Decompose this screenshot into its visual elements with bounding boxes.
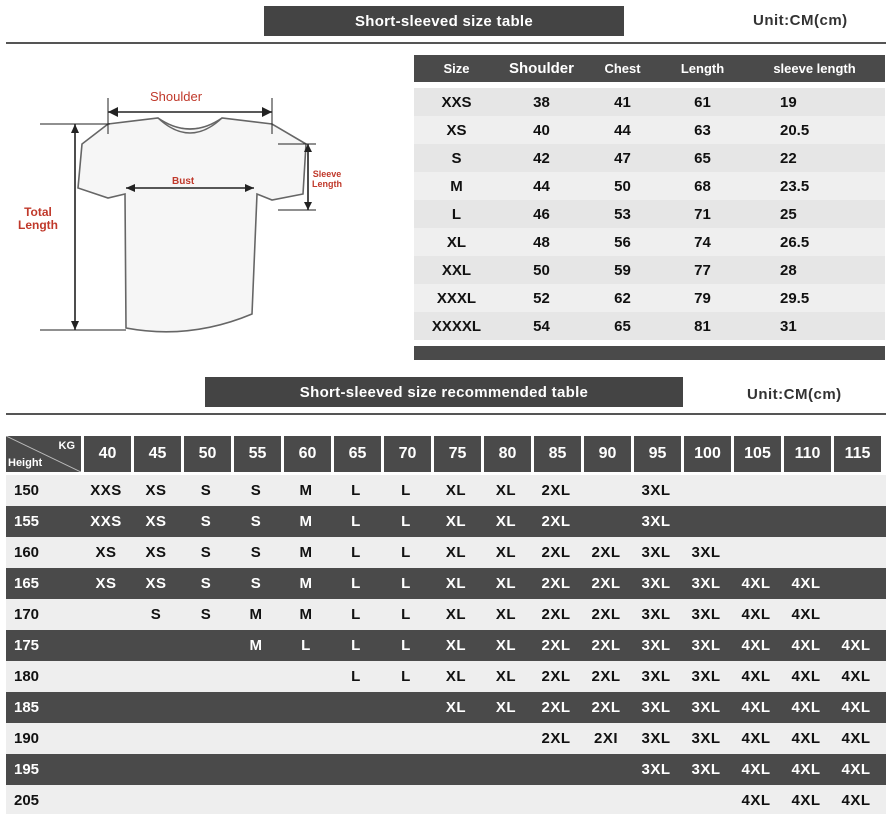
size-table-unit: Unit:CM(cm) <box>753 12 848 29</box>
bottom-divider <box>6 413 886 415</box>
recommended-size-cell: M <box>249 637 263 654</box>
height-cell: 160 <box>14 544 40 561</box>
recommended-size-cell: S <box>250 513 262 530</box>
recommended-size-cell: 3XL <box>641 637 671 654</box>
recommended-size-cell: L <box>401 482 411 499</box>
weight-header-cell: 95 <box>634 436 681 472</box>
cell-sleeve-length: 19 <box>780 93 797 111</box>
recommended-size-cell: 2XL <box>541 575 571 592</box>
cell-size: XXS <box>441 93 472 111</box>
recommended-size-cell: 3XL <box>691 668 721 685</box>
recommended-size-cell: 3XL <box>691 699 721 716</box>
recommended-size-cell: 2XL <box>591 668 621 685</box>
recommended-size-cell: 4XL <box>841 637 871 654</box>
recommended-size-cell: XS <box>145 575 167 592</box>
total-length-label: Total Length <box>18 205 58 233</box>
cell-sleeve-length: 26.5 <box>780 233 810 251</box>
recommended-size-cell: 4XL <box>841 761 871 778</box>
height-cell: 180 <box>14 668 40 685</box>
size-table-row <box>414 144 885 172</box>
recommended-size-cell: L <box>351 544 361 561</box>
sleeve-length-label: Sleeve Length <box>312 169 342 189</box>
corner-kg-label: KG <box>58 440 75 452</box>
recommended-size-cell: 3XL <box>641 668 671 685</box>
weight-header-cell: 45 <box>134 436 181 472</box>
recommended-size-cell: S <box>250 482 262 499</box>
cell-sleeve-length: 29.5 <box>780 289 810 307</box>
recommended-size-cell: M <box>299 606 313 623</box>
cell-shoulder: 40 <box>533 121 550 139</box>
recommended-size-cell: 4XL <box>741 637 771 654</box>
weight-header-cell: 100 <box>684 436 731 472</box>
recommended-size-cell: 4XL <box>841 699 871 716</box>
recommended-size-cell: 2XL <box>541 544 571 561</box>
height-cell: 170 <box>14 606 40 623</box>
recommended-size-cell: L <box>351 668 361 685</box>
cell-shoulder: 46 <box>533 205 550 223</box>
recommended-size-cell: 4XL <box>791 606 821 623</box>
cell-chest: 65 <box>614 317 631 335</box>
height-cell: 205 <box>14 792 40 809</box>
header-shoulder: Shoulder <box>508 60 574 77</box>
cell-sleeve-length: 25 <box>780 205 797 223</box>
cell-sleeve-length: 22 <box>780 149 797 167</box>
size-table-row <box>414 312 885 340</box>
recommended-size-cell: 3XL <box>691 730 721 747</box>
recommended-size-cell: 3XL <box>641 513 671 530</box>
size-table-header <box>414 55 885 82</box>
recommended-size-cell: 4XL <box>741 699 771 716</box>
cell-shoulder: 54 <box>533 317 550 335</box>
cell-size: XXL <box>441 261 472 279</box>
recommended-size-cell: S <box>250 575 262 592</box>
tshirt-diagram <box>0 78 400 358</box>
recommended-size-cell: XL <box>445 668 467 685</box>
size-table-row <box>414 88 885 116</box>
recommended-size-cell: 4XL <box>791 637 821 654</box>
cell-sleeve-length: 31 <box>780 317 797 335</box>
cell-length: 77 <box>694 261 711 279</box>
height-cell: 190 <box>14 730 40 747</box>
cell-chest: 44 <box>614 121 631 139</box>
weight-header-cell: 50 <box>184 436 231 472</box>
cell-chest: 50 <box>614 177 631 195</box>
size-table-row <box>414 116 885 144</box>
recommended-size-cell: 3XL <box>641 730 671 747</box>
recommended-size-cell: XL <box>495 699 517 716</box>
recommended-size-cell: 4XL <box>741 606 771 623</box>
cell-shoulder: 42 <box>533 149 550 167</box>
cell-shoulder: 48 <box>533 233 550 251</box>
recommended-size-cell: XL <box>495 513 517 530</box>
weight-header-cell: 80 <box>484 436 531 472</box>
cell-chest: 53 <box>614 205 631 223</box>
recommended-table-body <box>6 475 886 814</box>
recommended-size-cell: 2XL <box>541 513 571 530</box>
size-table-row <box>414 256 885 284</box>
recommended-size-cell: S <box>200 575 212 592</box>
recommended-size-cell: XL <box>445 606 467 623</box>
weight-header-cell: 70 <box>384 436 431 472</box>
weight-header-cell: 90 <box>584 436 631 472</box>
height-row <box>6 785 886 814</box>
recommended-size-cell: 2XL <box>541 482 571 499</box>
recommended-size-cell: XXS <box>90 513 122 530</box>
height-row <box>6 506 886 537</box>
cell-sleeve-length: 28 <box>780 261 797 279</box>
table-corner <box>6 436 81 472</box>
size-table-footer <box>414 346 885 360</box>
size-table-title: Short-sleeved size table <box>264 6 624 36</box>
weight-header-cell: 115 <box>834 436 881 472</box>
recommended-size-cell: M <box>249 606 263 623</box>
recommended-size-cell: 2XL <box>591 637 621 654</box>
recommended-size-cell: 4XL <box>791 699 821 716</box>
recommended-table-title: Short-sleeved size recommended table <box>205 377 683 407</box>
recommended-size-cell: 4XL <box>741 761 771 778</box>
cell-chest: 62 <box>614 289 631 307</box>
height-cell: 150 <box>14 482 40 499</box>
cell-size: L <box>451 205 462 223</box>
recommended-size-cell: XS <box>145 544 167 561</box>
recommended-size-cell: XS <box>145 482 167 499</box>
recommended-size-cell: XL <box>495 575 517 592</box>
recommended-size-cell: XL <box>445 575 467 592</box>
recommended-size-cell: 4XL <box>741 792 771 809</box>
height-cell: 185 <box>14 699 40 716</box>
height-cell: 165 <box>14 575 40 592</box>
recommended-size-cell: 3XL <box>691 761 721 778</box>
weight-header-cell: 65 <box>334 436 381 472</box>
recommended-size-cell: L <box>351 513 361 530</box>
weight-header-row <box>6 436 886 472</box>
recommended-size-cell: 2XL <box>541 668 571 685</box>
cell-shoulder: 50 <box>533 261 550 279</box>
recommended-size-cell: XS <box>95 575 117 592</box>
cell-length: 71 <box>694 205 711 223</box>
recommended-size-cell: L <box>401 606 411 623</box>
cell-length: 79 <box>694 289 711 307</box>
recommended-size-table <box>6 436 886 814</box>
cell-length: 68 <box>694 177 711 195</box>
size-table-row <box>414 172 885 200</box>
recommended-size-cell: S <box>200 606 212 623</box>
recommended-size-cell: L <box>351 482 361 499</box>
recommended-size-cell: XL <box>445 513 467 530</box>
height-row <box>6 630 886 661</box>
recommended-size-cell: L <box>401 575 411 592</box>
weight-header-cell: 40 <box>84 436 131 472</box>
size-table <box>414 55 885 360</box>
height-row <box>6 754 886 785</box>
recommended-size-cell: 4XL <box>841 668 871 685</box>
cell-size: XS <box>446 121 467 139</box>
recommended-size-cell: 4XL <box>841 792 871 809</box>
recommended-size-cell: 3XL <box>641 761 671 778</box>
height-row <box>6 568 886 599</box>
recommended-size-cell: XL <box>495 668 517 685</box>
recommended-size-cell: XL <box>445 699 467 716</box>
weight-header-cell: 105 <box>734 436 781 472</box>
recommended-size-cell: 4XL <box>741 668 771 685</box>
weight-header-cell: 60 <box>284 436 331 472</box>
recommended-size-cell: L <box>401 668 411 685</box>
recommended-size-cell: XL <box>495 482 517 499</box>
recommended-size-cell: S <box>200 482 212 499</box>
shoulder-label: Shoulder <box>150 89 203 104</box>
cell-length: 63 <box>694 121 711 139</box>
recommended-size-cell: 2XL <box>591 606 621 623</box>
cell-shoulder: 44 <box>533 177 550 195</box>
height-cell: 175 <box>14 637 40 654</box>
recommended-size-cell: M <box>299 575 313 592</box>
recommended-size-cell: 3XL <box>641 606 671 623</box>
size-table-body <box>414 88 885 340</box>
corner-height-label: Height <box>8 457 43 469</box>
bust-label: Bust <box>172 176 195 187</box>
recommended-size-cell: 2XL <box>541 730 571 747</box>
recommended-size-cell: 4XL <box>741 575 771 592</box>
height-row <box>6 537 886 568</box>
cell-shoulder: 52 <box>533 289 550 307</box>
recommended-table-unit: Unit:CM(cm) <box>747 386 842 403</box>
recommended-size-cell: 4XL <box>841 730 871 747</box>
cell-size: XXXL <box>436 289 477 307</box>
recommended-size-cell: M <box>299 513 313 530</box>
cell-length: 61 <box>694 93 711 111</box>
recommended-size-cell: 2XL <box>541 699 571 716</box>
height-cell: 155 <box>14 513 40 530</box>
recommended-size-cell: XL <box>445 544 467 561</box>
recommended-size-cell: 2XL <box>591 575 621 592</box>
tshirt-outline-icon <box>0 78 400 358</box>
recommended-size-cell: L <box>401 513 411 530</box>
recommended-size-cell: 2XL <box>541 606 571 623</box>
header-size: Size <box>443 61 470 76</box>
recommended-size-cell: 4XL <box>791 792 821 809</box>
recommended-size-cell: 3XL <box>691 544 721 561</box>
height-row <box>6 475 886 506</box>
recommended-size-cell: S <box>200 544 212 561</box>
recommended-size-cell: 2XL <box>541 637 571 654</box>
recommended-size-cell: XS <box>95 544 117 561</box>
cell-length: 74 <box>694 233 711 251</box>
recommended-size-cell: 3XL <box>641 482 671 499</box>
cell-chest: 47 <box>614 149 631 167</box>
height-row <box>6 723 886 754</box>
size-table-row <box>414 228 885 256</box>
cell-chest: 56 <box>614 233 631 251</box>
weight-header-cell: 75 <box>434 436 481 472</box>
height-row <box>6 692 886 723</box>
cell-shoulder: 38 <box>533 93 550 111</box>
recommended-size-cell: XXS <box>90 482 122 499</box>
cell-size: XXXXL <box>431 317 482 335</box>
weight-header-cell: 85 <box>534 436 581 472</box>
cell-size: XL <box>446 233 467 251</box>
recommended-size-cell: L <box>351 637 361 654</box>
recommended-size-cell: 4XL <box>791 575 821 592</box>
recommended-size-cell: M <box>299 482 313 499</box>
recommended-size-cell: M <box>299 544 313 561</box>
recommended-size-cell: 4XL <box>791 668 821 685</box>
cell-sleeve-length: 23.5 <box>780 177 810 195</box>
recommended-size-cell: L <box>351 575 361 592</box>
header-sleeve-length: sleeve length <box>773 61 856 76</box>
recommended-size-cell: 3XL <box>691 606 721 623</box>
header-chest: Chest <box>604 61 641 76</box>
recommended-size-cell: S <box>250 544 262 561</box>
recommended-size-cell: XS <box>145 513 167 530</box>
recommended-size-cell: XL <box>445 482 467 499</box>
recommended-size-cell: 3XL <box>641 575 671 592</box>
recommended-size-cell: XL <box>495 544 517 561</box>
recommended-size-cell: 2XL <box>591 699 621 716</box>
recommended-size-cell: L <box>401 637 411 654</box>
recommended-size-cell: 3XL <box>641 699 671 716</box>
recommended-size-cell: 3XL <box>691 575 721 592</box>
header-length: Length <box>680 61 725 76</box>
recommended-size-cell: L <box>351 606 361 623</box>
cell-length: 65 <box>694 149 711 167</box>
recommended-size-cell: L <box>401 544 411 561</box>
cell-chest: 41 <box>614 93 631 111</box>
recommended-size-cell: 2XL <box>591 544 621 561</box>
height-row <box>6 661 886 692</box>
recommended-size-cell: 4XL <box>741 730 771 747</box>
recommended-size-cell: XL <box>495 606 517 623</box>
weight-header-cell: 110 <box>784 436 831 472</box>
recommended-size-cell: 3XL <box>641 544 671 561</box>
recommended-size-cell: XL <box>495 637 517 654</box>
recommended-size-cell: S <box>150 606 162 623</box>
recommended-size-cell: 4XL <box>791 730 821 747</box>
cell-length: 81 <box>694 317 711 335</box>
cell-sleeve-length: 20.5 <box>780 121 810 139</box>
weight-header-cell: 55 <box>234 436 281 472</box>
height-cell: 195 <box>14 761 40 778</box>
recommended-size-cell: S <box>200 513 212 530</box>
cell-size: M <box>450 177 463 195</box>
height-row <box>6 599 886 630</box>
size-table-row <box>414 284 885 312</box>
cell-chest: 59 <box>614 261 631 279</box>
recommended-size-cell: 4XL <box>791 761 821 778</box>
recommended-size-cell: XL <box>445 637 467 654</box>
cell-size: S <box>451 149 462 167</box>
size-table-row <box>414 200 885 228</box>
recommended-size-cell: 2XI <box>593 730 618 747</box>
recommended-size-cell: 3XL <box>691 637 721 654</box>
recommended-size-cell: L <box>301 637 311 654</box>
top-divider <box>6 42 886 44</box>
